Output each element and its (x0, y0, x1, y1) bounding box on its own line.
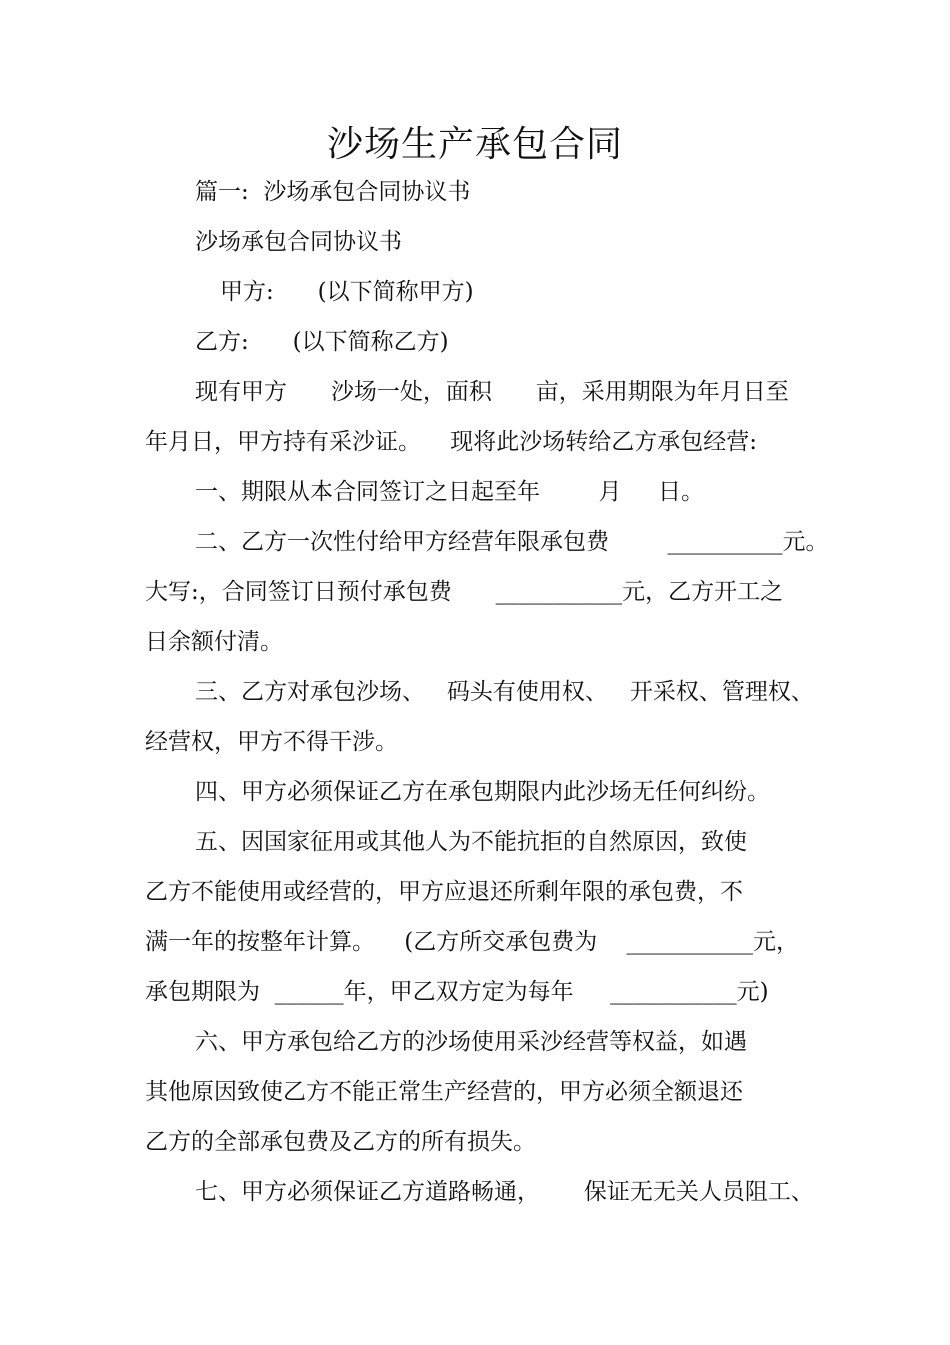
paragraph-line: 乙方不能使用或经营的，甲方应退还所剩年限的承包费，不 (145, 879, 743, 905)
paragraph-line: 其他原因致使乙方不能正常生产经营的，甲方必须全额退还 (145, 1079, 743, 1105)
party-a-line: 甲方: (以下简称甲方) (220, 279, 474, 305)
party-b-line: 乙方: (以下简称乙方) (195, 329, 449, 355)
clause-3: 三、乙方对承包沙场、 码头有使用权、 开采权、管理权、 (195, 679, 814, 705)
paragraph-line: 乙方的全部承包费及乙方的所有损失。 (145, 1129, 536, 1155)
paragraph-line: 承包期限为 ______年，甲乙双方定为每年 ___________元) (145, 979, 769, 1005)
document-title: 沙场生产承包合同 (326, 124, 623, 165)
section-heading: 篇一: 沙场承包合同协议书 (195, 179, 471, 205)
paragraph-line: 年月日，甲方持有采沙证。 现将此沙场转给乙方承包经营: (145, 429, 757, 455)
clause-1: 一、期限从本合同签订之日起至年 月 日。 (195, 479, 705, 505)
paragraph-line: 满一年的按整年计算。 (乙方所交承包费为 ___________元， (145, 929, 799, 955)
paragraph-line: 现有甲方 沙场一处，面积 亩，采用期限为年月日至 (195, 379, 789, 405)
clause-7: 七、甲方必须保证乙方道路畅通， 保证无无关人员阻工、 (195, 1179, 814, 1205)
subtitle: 沙场承包合同协议书 (195, 229, 402, 255)
paragraph-line: 经营权，甲方不得干涉。 (145, 729, 398, 755)
paragraph-line: 日余额付清。 (145, 629, 283, 655)
clause-2: 二、乙方一次性付给甲方经营年限承包费 __________元。 (195, 529, 829, 555)
clause-5: 五、因国家征用或其他人为不能抗拒的自然原因，致使 (195, 829, 747, 855)
clause-6: 六、甲方承包给乙方的沙场使用采沙经营等权益，如遇 (195, 1029, 747, 1055)
paragraph-line: 大写:，合同签订日预付承包费 ___________元，乙方开工之 (145, 579, 784, 605)
clause-4: 四、甲方必须保证乙方在承包期限内此沙场无任何纠纷。 (195, 779, 770, 805)
